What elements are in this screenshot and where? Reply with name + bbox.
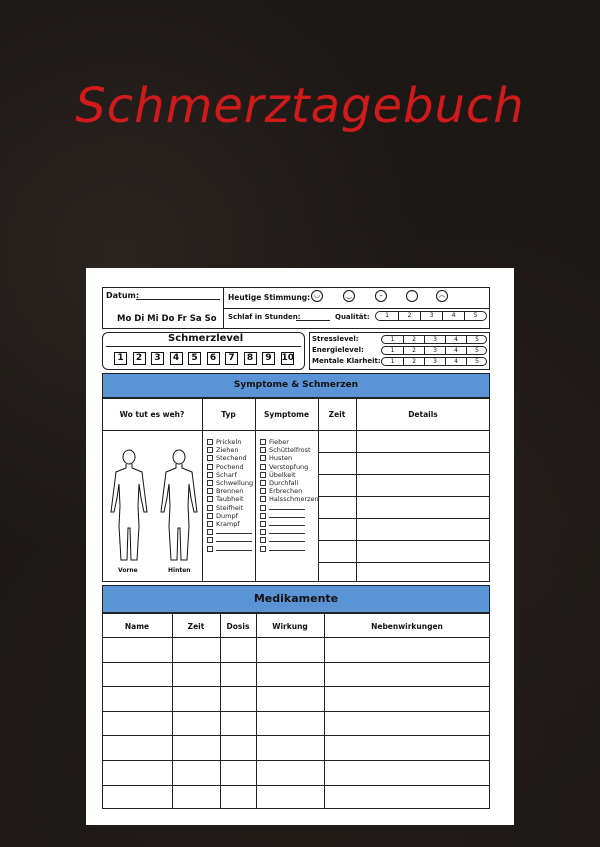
symptom-item[interactable] [260,520,305,528]
type-label: Prickeln [216,438,242,446]
neutral-icon[interactable]: – [375,290,387,302]
col-type: Typ [221,410,236,419]
quality-label: Qualität: [335,313,370,321]
meds-col-side-effects: Nebenwirkungen [371,622,443,631]
checkbox-icon[interactable] [260,455,266,461]
checkbox-icon[interactable] [260,529,266,535]
type-label: Schwellung [216,479,254,487]
stress-scale-4[interactable]: 4 [445,336,466,343]
type-label: Ziehen [216,446,239,455]
quality-1[interactable]: 1 [385,312,389,319]
weekdays[interactable]: Mo Di Mi Do Fr Sa So [117,314,217,324]
col-details: Details [408,410,438,419]
pain-level-label: Schmerzlevel [168,333,244,344]
type-blank-line[interactable] [216,545,252,551]
mental-scale[interactable] [381,357,487,366]
meds-row[interactable] [103,736,489,759]
meds-row[interactable] [103,663,489,686]
checkbox-icon[interactable] [260,521,266,527]
energy-scale-1[interactable]: 1 [390,347,395,354]
meds-col-effect: Wirkung [272,622,308,631]
checkbox-icon[interactable] [207,505,213,511]
checkbox-icon[interactable] [260,537,266,543]
meds-col-name: Name [124,622,150,631]
symptom-label: Durchfall [269,479,299,487]
symptom-label: Husten [269,454,293,463]
pain-level-1[interactable]: 1 [114,352,127,365]
type-label: Scharf [216,470,237,479]
symptom-item[interactable] [260,471,296,479]
type-label: Taubheit [216,495,244,504]
meds-row[interactable] [103,638,489,661]
type-item[interactable] [207,512,238,520]
checkbox-icon[interactable] [207,529,213,535]
body-front-icon[interactable] [108,448,150,566]
symptom-item[interactable] [260,454,292,462]
checkbox-icon[interactable] [207,439,213,445]
checkbox-icon[interactable] [260,464,266,470]
mental-scale-5[interactable]: 5 [466,358,487,365]
energy-scale-2[interactable]: 2 [403,347,424,354]
stress-scale-1[interactable]: 1 [390,336,395,343]
pain-level-9[interactable]: 9 [262,352,275,365]
symptom-blank-line[interactable] [269,545,305,551]
meds-row[interactable] [103,712,489,735]
very-happy-icon[interactable]: ◡ [311,290,323,302]
stress-label: Stresslevel: [312,335,359,343]
type-label: Dumpf [216,511,238,520]
symptom-blank-line[interactable] [269,520,305,526]
quality-3[interactable]: 3 [420,312,442,320]
type-label: Krampf [216,520,240,528]
meds-header: Medikamente [102,585,490,613]
mental-scale-1[interactable]: 1 [390,358,395,365]
energy-scale-4[interactable]: 4 [445,347,466,354]
body-back-icon[interactable] [158,448,200,566]
type-item[interactable] [207,520,240,528]
checkbox-icon[interactable] [260,513,266,519]
pain-level-10[interactable]: 10 [281,353,295,363]
type-blank-line[interactable] [216,536,252,542]
meds-col-time: Zeit [187,622,205,631]
type-item[interactable] [207,463,244,471]
checkbox-icon[interactable] [260,439,266,445]
pain-level-4[interactable]: 4 [170,352,183,365]
type-blank-line[interactable] [216,528,252,534]
stress-scale-3[interactable]: 3 [424,336,445,343]
meds-row[interactable] [103,761,489,784]
symptom-blank-line[interactable] [269,512,305,518]
checkbox-icon[interactable] [207,521,213,527]
type-item[interactable] [207,545,252,553]
quality-scale[interactable] [375,311,487,321]
checkbox-icon[interactable] [207,464,213,470]
stress-scale-5[interactable]: 5 [466,336,487,343]
quality-4[interactable]: 4 [442,312,464,320]
checkbox-icon[interactable] [260,447,266,453]
energy-label: Energielevel: [312,346,364,354]
symptom-label: Erbrechen [269,487,303,496]
type-item[interactable] [207,454,247,462]
pain-level-5[interactable]: 5 [188,352,201,365]
col-time: Zeit [328,410,346,419]
cover-title: Schmerztagebuch [75,78,525,134]
symptom-item[interactable] [260,446,311,454]
mental-scale-4[interactable]: 4 [445,358,466,365]
checkbox-icon[interactable] [260,546,266,552]
mood-label: Heutige Stimmung: [228,293,311,302]
symptom-blank-line[interactable] [269,528,305,534]
datum-label: Datum: [106,291,140,300]
energy-scale-5[interactable]: 5 [466,347,487,354]
mental-scale-3[interactable]: 3 [424,358,445,365]
symptom-label: Übelkeit [269,470,296,479]
sleep-label: Schlaf in Stunden: [228,313,301,321]
quality-2[interactable]: 2 [398,312,420,320]
stress-scale[interactable] [381,335,487,344]
type-item[interactable] [207,438,241,446]
front-label: Vorne [118,567,138,574]
meds-col-dose: Dosis [226,622,250,631]
type-item[interactable] [207,479,253,487]
checkbox-icon[interactable] [260,496,266,502]
very-sad-icon[interactable]: ︵ [436,290,448,302]
checkbox-icon[interactable] [260,488,266,494]
meds-row[interactable] [103,786,489,809]
symptom-item[interactable] [260,504,305,512]
checkbox-icon[interactable] [207,537,213,543]
pain-level-8[interactable]: 8 [244,352,257,365]
sleep-field[interactable] [296,320,330,321]
symptom-label: Verstopfung [269,462,309,471]
checkbox-icon[interactable] [260,480,266,486]
meds-row[interactable] [103,687,489,710]
checkbox-icon[interactable] [260,505,266,511]
symptom-item[interactable] [260,528,305,536]
symptom-item[interactable] [260,463,308,471]
type-item[interactable] [207,504,243,512]
stress-scale-2[interactable]: 2 [403,336,424,343]
symptom-blank-line[interactable] [269,536,305,542]
symptom-item[interactable] [260,512,305,520]
type-item[interactable] [207,536,252,544]
type-label: Stechend [216,454,247,463]
type-label: Pochend [216,462,244,471]
symptom-item[interactable] [260,487,302,495]
col-location: Wo tut es weh? [119,410,185,419]
type-item[interactable] [207,446,239,454]
checkbox-icon[interactable] [207,513,213,519]
col-symptoms: Symptome [263,410,310,419]
type-label: Brennen [216,487,244,496]
symptoms-header: Symptome & Schmerzen [102,373,490,398]
checkbox-icon[interactable] [260,472,266,478]
datum-field[interactable] [136,299,220,300]
checkbox-icon[interactable] [207,455,213,461]
symptom-item[interactable] [260,479,298,487]
pain-level-7[interactable]: 7 [225,352,238,365]
type-item[interactable] [207,471,237,479]
symptom-item[interactable] [260,495,319,503]
symptom-blank-line[interactable] [269,504,305,510]
checkbox-icon[interactable] [207,546,213,552]
happy-icon[interactable]: ‿ [343,290,355,302]
sad-icon[interactable]: ⁀ [406,290,418,302]
type-item[interactable] [207,528,252,536]
back-label: Hinten [168,567,191,574]
pain-level-3[interactable]: 3 [151,352,164,365]
checkbox-icon[interactable] [207,480,213,486]
symptom-item[interactable] [260,438,289,446]
type-item[interactable] [207,495,244,503]
checkbox-icon[interactable] [207,472,213,478]
mental-label: Mentale Klarheit: [312,357,381,365]
symptom-label: Schüttelfrost [269,446,311,455]
quality-5[interactable]: 5 [464,312,486,320]
symptom-item[interactable] [260,536,305,544]
symptom-item[interactable] [260,545,305,553]
symptom-label: Fieber [269,438,289,446]
energy-scale[interactable] [381,346,487,355]
energy-scale-3[interactable]: 3 [424,347,445,354]
pain-level-2[interactable]: 2 [133,352,146,365]
mental-scale-2[interactable]: 2 [403,358,424,365]
checkbox-icon[interactable] [207,447,213,453]
checkbox-icon[interactable] [207,488,213,494]
type-item[interactable] [207,487,243,495]
diary-sheet [86,268,514,825]
checkbox-icon[interactable] [207,496,213,502]
pain-level-6[interactable]: 6 [207,352,220,365]
symptom-label: Halsschmerzen [269,495,319,504]
type-label: Steifheit [216,503,244,512]
